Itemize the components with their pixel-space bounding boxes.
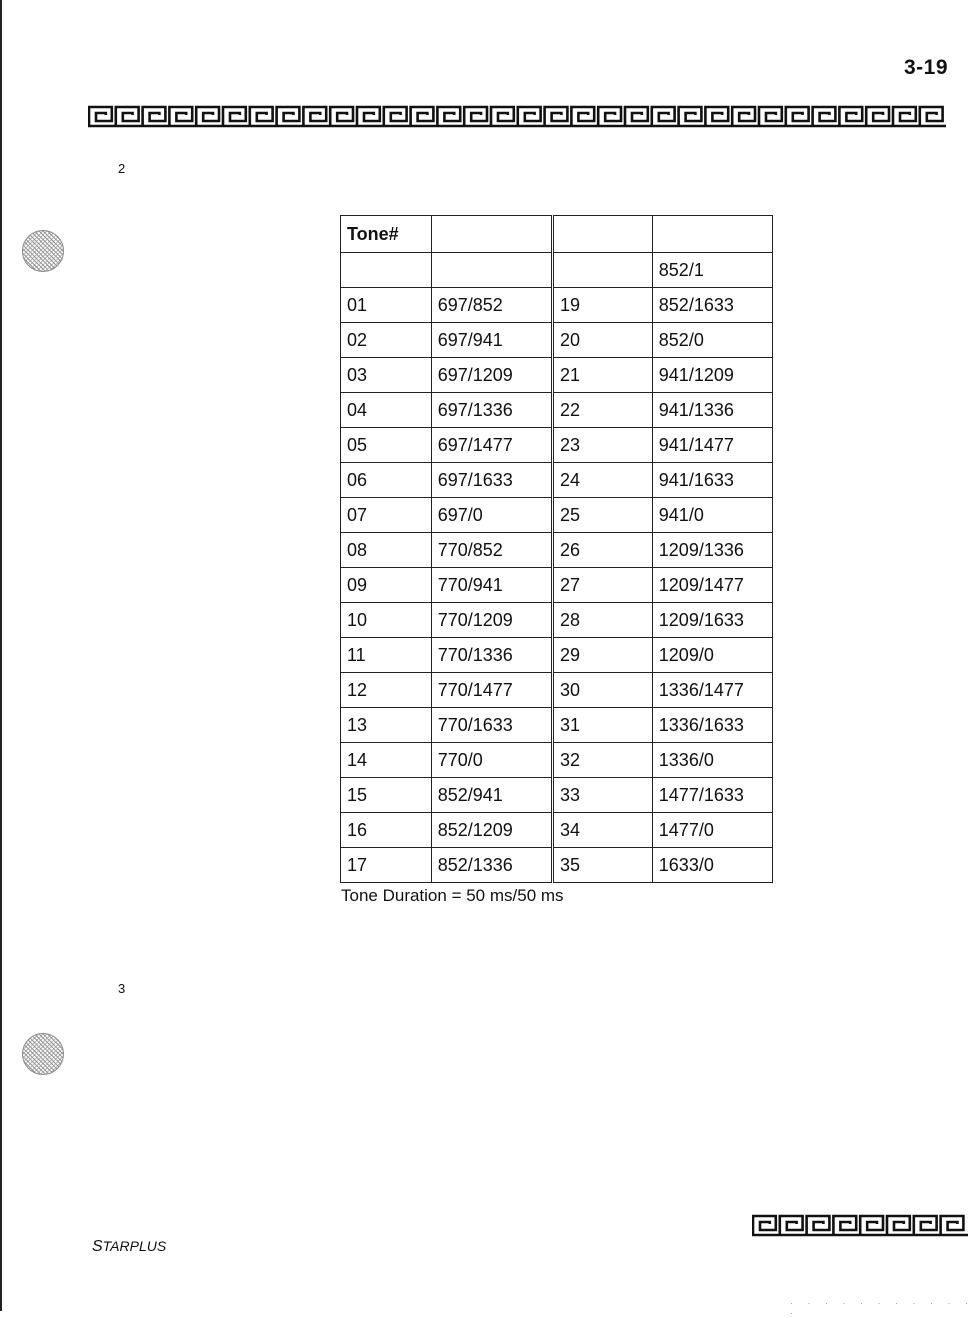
- table-row: [341, 533, 773, 568]
- tone-number-cell: 33: [553, 778, 653, 813]
- table-row: [341, 288, 773, 323]
- product-name: STARPLUS: [92, 1238, 167, 1255]
- tone-number-cell: 08: [341, 533, 432, 568]
- dtmf-tone-table: [340, 215, 773, 883]
- tone-number-cell: 24: [553, 463, 653, 498]
- frequency-pair-cell: 1336/1477: [652, 673, 772, 708]
- section-number-2: 2: [118, 161, 126, 176]
- frequency-pair-cell: 770/941: [431, 568, 552, 603]
- subheader-cell: [553, 253, 653, 288]
- frequency-pair-cell: 1336/1633: [652, 708, 772, 743]
- table-row: [341, 848, 773, 883]
- frequency-pair-cell: 697/941: [431, 323, 552, 358]
- frequency-pair-cell: 770/1633: [431, 708, 552, 743]
- tone-number-cell: 06: [341, 463, 432, 498]
- tone-number-cell: 30: [553, 673, 653, 708]
- tone-duration-note: Tone Duration = 50 ms/50 ms: [341, 886, 564, 905]
- tone-number-cell: 04: [341, 393, 432, 428]
- tone-number-cell: 32: [553, 743, 653, 778]
- header-cell: [652, 216, 772, 253]
- tone-number-cell: 15: [341, 778, 432, 813]
- tone-number-cell: 09: [341, 568, 432, 603]
- header-cell: [431, 216, 552, 253]
- frequency-pair-cell: 770/1336: [431, 638, 552, 673]
- tone-number-cell: 34: [553, 813, 653, 848]
- frequency-pair-cell: 852/1633: [652, 288, 772, 323]
- table-row: [341, 708, 773, 743]
- table-subheader-row: [341, 253, 773, 288]
- header-cell: [553, 216, 653, 253]
- tone-number-cell: 23: [553, 428, 653, 463]
- frequency-pair-cell: 697/0: [431, 498, 552, 533]
- frequency-pair-cell: 697/1336: [431, 393, 552, 428]
- frequency-pair-cell: 941/1209: [652, 358, 772, 393]
- tone-number-cell: 01: [341, 288, 432, 323]
- tone-number-cell: 13: [341, 708, 432, 743]
- tone-number-cell: 07: [341, 498, 432, 533]
- table-row: [341, 428, 773, 463]
- frequency-pair-cell: 852/1209: [431, 813, 552, 848]
- globe-marker-icon: [22, 230, 64, 272]
- table-row: [341, 743, 773, 778]
- frequency-pair-cell: 852/1336: [431, 848, 552, 883]
- tone-number-cell: 19: [553, 288, 653, 323]
- tone-number-cell: 21: [553, 358, 653, 393]
- table-row: [341, 568, 773, 603]
- table-row: [341, 638, 773, 673]
- tone-number-cell: 03: [341, 358, 432, 393]
- table-row: [341, 603, 773, 638]
- frequency-pair-cell: 697/1477: [431, 428, 552, 463]
- frequency-pair-cell: 697/852: [431, 288, 552, 323]
- frequency-pair-cell: 941/1633: [652, 463, 772, 498]
- tone-number-cell: 26: [553, 533, 653, 568]
- frequency-pair-cell: 941/1477: [652, 428, 772, 463]
- tone-number-cell: 11: [341, 638, 432, 673]
- page-number: 3-19: [904, 56, 949, 79]
- tone-number-cell: 35: [553, 848, 653, 883]
- table-row: [341, 358, 773, 393]
- table-row: [341, 498, 773, 533]
- table-row: [341, 323, 773, 358]
- section-number-3: 3: [118, 981, 126, 996]
- table-row: [341, 393, 773, 428]
- table-row: [341, 463, 773, 498]
- tone-number-cell: 28: [553, 603, 653, 638]
- frequency-pair-cell: 1477/1633: [652, 778, 772, 813]
- frequency-pair-cell: 770/852: [431, 533, 552, 568]
- header-tone-number: Tone#: [341, 216, 432, 253]
- tone-number-cell: 05: [341, 428, 432, 463]
- frequency-pair-cell: 1209/1633: [652, 603, 772, 638]
- frequency-pair-cell: 1209/0: [652, 638, 772, 673]
- frequency-pair-cell: 852/941: [431, 778, 552, 813]
- tone-number-cell: 29: [553, 638, 653, 673]
- frequency-pair-cell: 697/1633: [431, 463, 552, 498]
- tone-number-cell: 02: [341, 323, 432, 358]
- frequency-pair-cell: 1477/0: [652, 813, 772, 848]
- greek-key-border-icon: [88, 104, 946, 128]
- frequency-pair-cell: 770/1477: [431, 673, 552, 708]
- tone-number-cell: 17: [341, 848, 432, 883]
- tone-number-cell: 22: [553, 393, 653, 428]
- tone-number-cell: 25: [553, 498, 653, 533]
- scan-speckle: · · · · · · · · · · · ·: [790, 1298, 974, 1318]
- subheader-cell: 852/1: [652, 253, 772, 288]
- frequency-pair-cell: 1633/0: [652, 848, 772, 883]
- frequency-pair-cell: 1209/1477: [652, 568, 772, 603]
- tone-number-cell: 27: [553, 568, 653, 603]
- frequency-pair-cell: 770/1209: [431, 603, 552, 638]
- tone-number-cell: 31: [553, 708, 653, 743]
- greek-key-border-icon: [752, 1213, 968, 1237]
- table-row: [341, 813, 773, 848]
- subheader-cell: [341, 253, 432, 288]
- frequency-pair-cell: 941/0: [652, 498, 772, 533]
- frequency-pair-cell: 941/1336: [652, 393, 772, 428]
- table-row: [341, 778, 773, 813]
- table-header-row: [341, 216, 773, 253]
- tone-number-cell: 14: [341, 743, 432, 778]
- tone-number-cell: 12: [341, 673, 432, 708]
- tone-number-cell: 20: [553, 323, 653, 358]
- frequency-pair-cell: 852/0: [652, 323, 772, 358]
- tone-number-cell: 16: [341, 813, 432, 848]
- frequency-pair-cell: 1336/0: [652, 743, 772, 778]
- frequency-pair-cell: 770/0: [431, 743, 552, 778]
- frequency-pair-cell: 697/1209: [431, 358, 552, 393]
- tone-number-cell: 10: [341, 603, 432, 638]
- subheader-cell: [431, 253, 552, 288]
- left-margin-rule: [0, 0, 2, 1311]
- globe-marker-icon: [22, 1033, 64, 1075]
- frequency-pair-cell: 1209/1336: [652, 533, 772, 568]
- table-row: [341, 673, 773, 708]
